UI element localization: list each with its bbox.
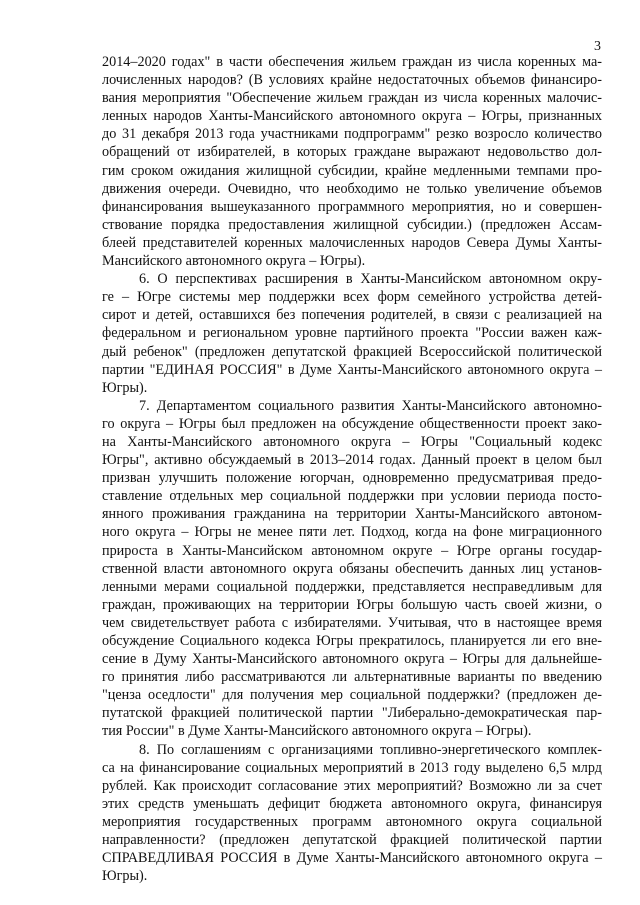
text-line: путатской фракцией политической партии "Либерально-демократическая пар- <box>102 705 602 722</box>
text-line: сение в Думу Ханты-Мансийского автономного округа – Югры для дальнейше- <box>102 651 602 668</box>
text-line: направленности? (предложен депутатской фракцией политической партии <box>102 832 602 849</box>
text-line: ставление отдельных мер социальной поддержки при условии периода посто- <box>102 488 602 505</box>
text-line: федеральном и региональном уровне партийного проекта "России важен каж- <box>102 325 602 342</box>
text-line: Югры). <box>102 379 148 396</box>
text-line: мероприятия государственных программ автономного округа социальной <box>102 813 602 830</box>
text-line: вания мероприятия "Обеспечение жильем граждан из числа коренных малочис- <box>102 90 602 107</box>
text-line: призван улучшить положение югорчан, одновременно предусматривая предо- <box>102 470 602 487</box>
text-line: обсуждение Социального кодекса Югры прекратилось, планируется ли его вне- <box>102 633 602 649</box>
text-line: граждан, проживающих на территории Югры большую часть своей жизни, о <box>102 596 602 613</box>
text-line: го принятия либо рассматриваются ли альтернативные варианты по введению <box>102 669 602 686</box>
text-line: янного проживания гражданина на территории Ханты-Мансийского автоном- <box>102 506 602 523</box>
paragraph-first-line: 8. По соглашениям с организациями топливно-энергетического комплек- <box>139 741 602 758</box>
text-line: чем свидетельствует работа с избирателями. Учитывая, что в настоящее время <box>102 614 602 631</box>
text-line: дый ребенок" (предложен депутатской фракцией Всероссийской политической <box>102 343 602 360</box>
text-line: СПРАВЕДЛИВАЯ РОССИЯ в Думе Ханты-Мансийского автономного округа – <box>102 850 602 867</box>
paragraph-first-line: 7. Департаментом социального развития Ханты-Мансийского автономно- <box>139 397 602 414</box>
text-line: партии "ЕДИНАЯ РОССИЯ" в Думе Ханты-Мансийского автономного округа – <box>102 361 602 378</box>
text-line: Югры", активно обсуждаемый в 2013–2014 годах. Данный проект в целом был <box>102 452 602 469</box>
text-line: ного округа – Югры не менее пяти лет. Подход, когда на фоне миграционного <box>102 524 602 541</box>
text-line: са на финансирование социальных мероприятий в 2013 году выделено 6,5 млрд <box>102 759 602 776</box>
text-line: этих средств уменьшать дефицит бюджета автономного округа, финансируя <box>102 795 602 812</box>
text-line: блеей представителей коренных малочисленных народов Севера Думы Ханты- <box>102 234 602 251</box>
text-line: Югры). <box>102 868 148 885</box>
text-line: тия России" в Думе Ханты-Мансийского автономного округа – Югры). <box>102 723 532 740</box>
text-line: ленными мерами социальной поддержки, представляется несправедливым для <box>102 578 602 595</box>
text-line: лочисленных народов? (В условиях крайне недостаточных объемов финансиро- <box>102 72 602 89</box>
text-line: ленных народов Ханты-Мансийского автономного округа – Югры, признанных <box>102 108 602 125</box>
paragraph-first-line: 6. О перспективах расширения в Ханты-Мансийском автономном окру- <box>139 271 602 288</box>
text-line: сирот и детей, оставшихся без попечения родителей, в связи с реализацией на <box>102 307 602 324</box>
text-line: 2014–2020 годах" в части обеспечения жильем граждан из числа коренных ма- <box>102 54 602 70</box>
text-line: рублей. Как происходит согласование этих мероприятий? Возможно ли за счет <box>102 777 602 794</box>
text-line: ствование порядка предоставления жилищной субсидии.) (предложен Ассам- <box>102 216 602 233</box>
text-line: прироста в Ханты-Мансийском автономном округе – Югре органы государ- <box>102 542 602 559</box>
text-line: Мансийского автономного округа – Югры). <box>102 253 366 270</box>
text-line: финансирования вышеуказанного программного мероприятия, но и совершен- <box>102 198 602 215</box>
document-body <box>102 53 602 885</box>
text-line: движения очереди. Очевидно, что необходимо не только увеличение объемов <box>102 180 602 197</box>
text-line: "ценза оседлости" для получения мер социальной поддержки? (предложен де- <box>102 687 602 704</box>
text-line: го округа – Югры был предложен на обсуждение общественности проект зако- <box>102 415 602 432</box>
page-number: 3 <box>594 39 601 54</box>
text-line: ге – Югре системы мер поддержки всех форм семейного устройства детей- <box>102 289 602 306</box>
text-line: обращений от избирателей, в которых граждане выражают недовольство дол- <box>102 144 602 161</box>
text-line: ственной власти автономного округа обязаны обеспечить данных лиц установ- <box>102 560 602 577</box>
text-line: гим сроком ожидания жилищной субсидии, крайне медленными темпами про- <box>102 162 602 179</box>
text-line: на Ханты-Мансийского автономного округа – Югры "Социальный кодекс <box>102 433 602 450</box>
text-line: до 31 декабря 2013 года участниками подпрограмм" резко возросло количество <box>102 126 602 143</box>
